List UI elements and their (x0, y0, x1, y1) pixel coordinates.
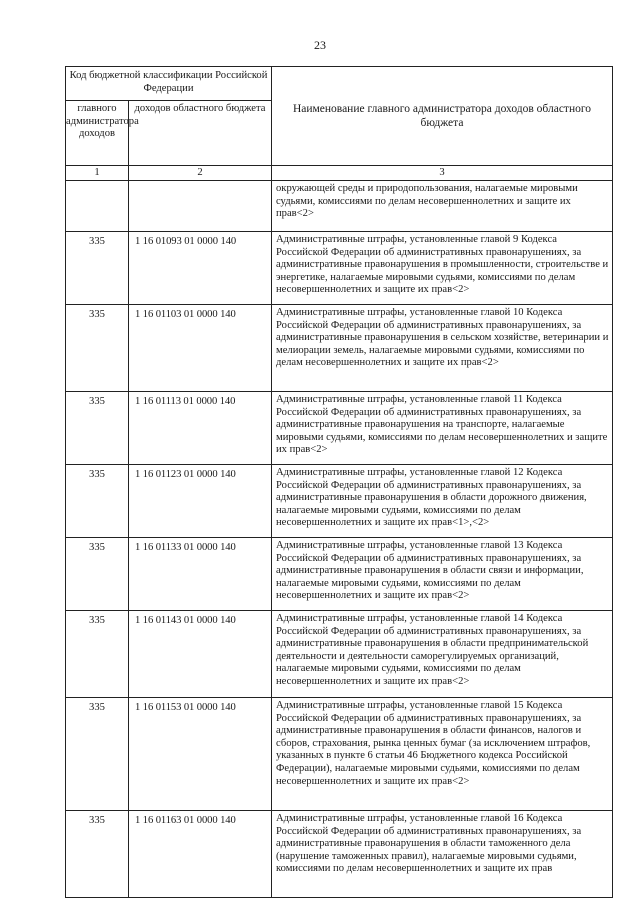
column-number-1: 1 (66, 166, 129, 181)
code-cell: 1 16 01113 01 0000 140 (129, 392, 272, 465)
code-cell: 1 16 01163 01 0000 140 (129, 811, 272, 898)
name-cell: Административные штрафы, установленные главой 13 Кодекса Российской Федерации об административных правонарушениях, за административные правонарушения в области связи и информации, налагаемые мировыми судьями, комиссиями по делам несовершеннолетних и защите их прав<2> (272, 538, 613, 611)
page-number: 23 (314, 38, 326, 52)
admin-cell: 335 (66, 811, 129, 898)
code-cell: 1 16 01123 01 0000 140 (129, 465, 272, 538)
code-cell: 1 16 01093 01 0000 140 (129, 232, 272, 305)
table-row (66, 698, 613, 811)
name-cell: Административные штрафы, установленные главой 12 Кодекса Российской Федерации об административных правонарушениях, за административные правонарушения в области дорожного движения, налагаемые мировыми судьями, комиссиями по делам несовершеннолетних и защите их прав<1>,<2> (272, 465, 613, 538)
admin-cell: 335 (66, 392, 129, 465)
table-row (66, 538, 613, 611)
name-cell: Административные штрафы, установленные главой 11 Кодекса Российской Федерации об административных правонарушениях, за административные правонарушения на транспорте, налагаемые мировыми судьями, комиссиями по делам несовершеннолетних и защите их прав<2> (272, 392, 613, 465)
header-group-title: Код бюджетной классификации Российской Федерации (66, 67, 272, 101)
name-cell: окружающей среды и природопользования, налагаемые мировыми судьями, комиссиями по делам несовершеннолетних и защите их прав<2> (272, 181, 613, 232)
admin-cell: 335 (66, 611, 129, 698)
header-name-column: Наименование главного администратора доходов областного бюджета (272, 67, 613, 166)
column-number-row (66, 166, 613, 181)
code-cell (129, 181, 272, 232)
admin-cell: 335 (66, 538, 129, 611)
header-income-column: доходов областного бюджета (129, 101, 272, 166)
name-cell: Административные штрафы, установленные главой 15 Кодекса Российской Федерации об административных правонарушениях, за административные правонарушения в области финансов, налогов и сборов, страхования, рынка ценных бумаг (за исключением штрафов, указанных в пункте 6 статьи 46 Бюджетного кодекса Российской Федерации), налагаемые мировыми судьями, комиссиями по делам несовершеннолетних и защите их прав<2> (272, 698, 613, 811)
name-cell: Административные штрафы, установленные главой 10 Кодекса Российской Федерации об административных правонарушениях, за административные правонарушения в сельском хозяйстве, ветеринарии и мелиорации земель, налагаемые мировыми судьями, комиссиями по делам несовершеннолетних и защите их прав<2> (272, 305, 613, 392)
admin-cell: 335 (66, 465, 129, 538)
admin-cell: 335 (66, 698, 129, 811)
code-cell: 1 16 01103 01 0000 140 (129, 305, 272, 392)
name-cell: Административные штрафы, установленные главой 16 Кодекса Российской Федерации об административных правонарушениях, за административные правонарушения в области таможенного дела (нарушение таможенных правил), налагаемые мировыми судьями, комиссиями по делам несовершеннолетних и защите их прав (272, 811, 613, 898)
table-row (66, 611, 613, 698)
table-row (66, 392, 613, 465)
code-cell: 1 16 01143 01 0000 140 (129, 611, 272, 698)
name-cell: Административные штрафы, установленные главой 14 Кодекса Российской Федерации об административных правонарушениях, за административные правонарушения в области предпринимательской деятельности и деятельности саморегулируемых организаций, налагаемые мировыми судьями, комиссиями по делам несовершеннолетних и защите их прав<2> (272, 611, 613, 698)
header-admin-column: главного администратора доходов (66, 101, 129, 166)
table-row (66, 305, 613, 392)
admin-cell: 335 (66, 232, 129, 305)
column-number-2: 2 (129, 166, 272, 181)
table-row (66, 465, 613, 538)
admin-cell (66, 181, 129, 232)
admin-cell: 335 (66, 305, 129, 392)
column-number-3: 3 (272, 166, 613, 181)
name-cell: Административные штрафы, установленные главой 9 Кодекса Российской Федерации об административных правонарушениях, за административные правонарушения в промышленности, строительстве и энергетике, налагаемые мировыми судьями, комиссиями по делам несовершеннолетних и защите их прав<2> (272, 232, 613, 305)
table-row-continuation (66, 181, 613, 232)
budget-classification-table (65, 66, 613, 898)
code-cell: 1 16 01153 01 0000 140 (129, 698, 272, 811)
table-row (66, 232, 613, 305)
table-header-row (66, 67, 613, 101)
code-cell: 1 16 01133 01 0000 140 (129, 538, 272, 611)
table-row (66, 811, 613, 898)
